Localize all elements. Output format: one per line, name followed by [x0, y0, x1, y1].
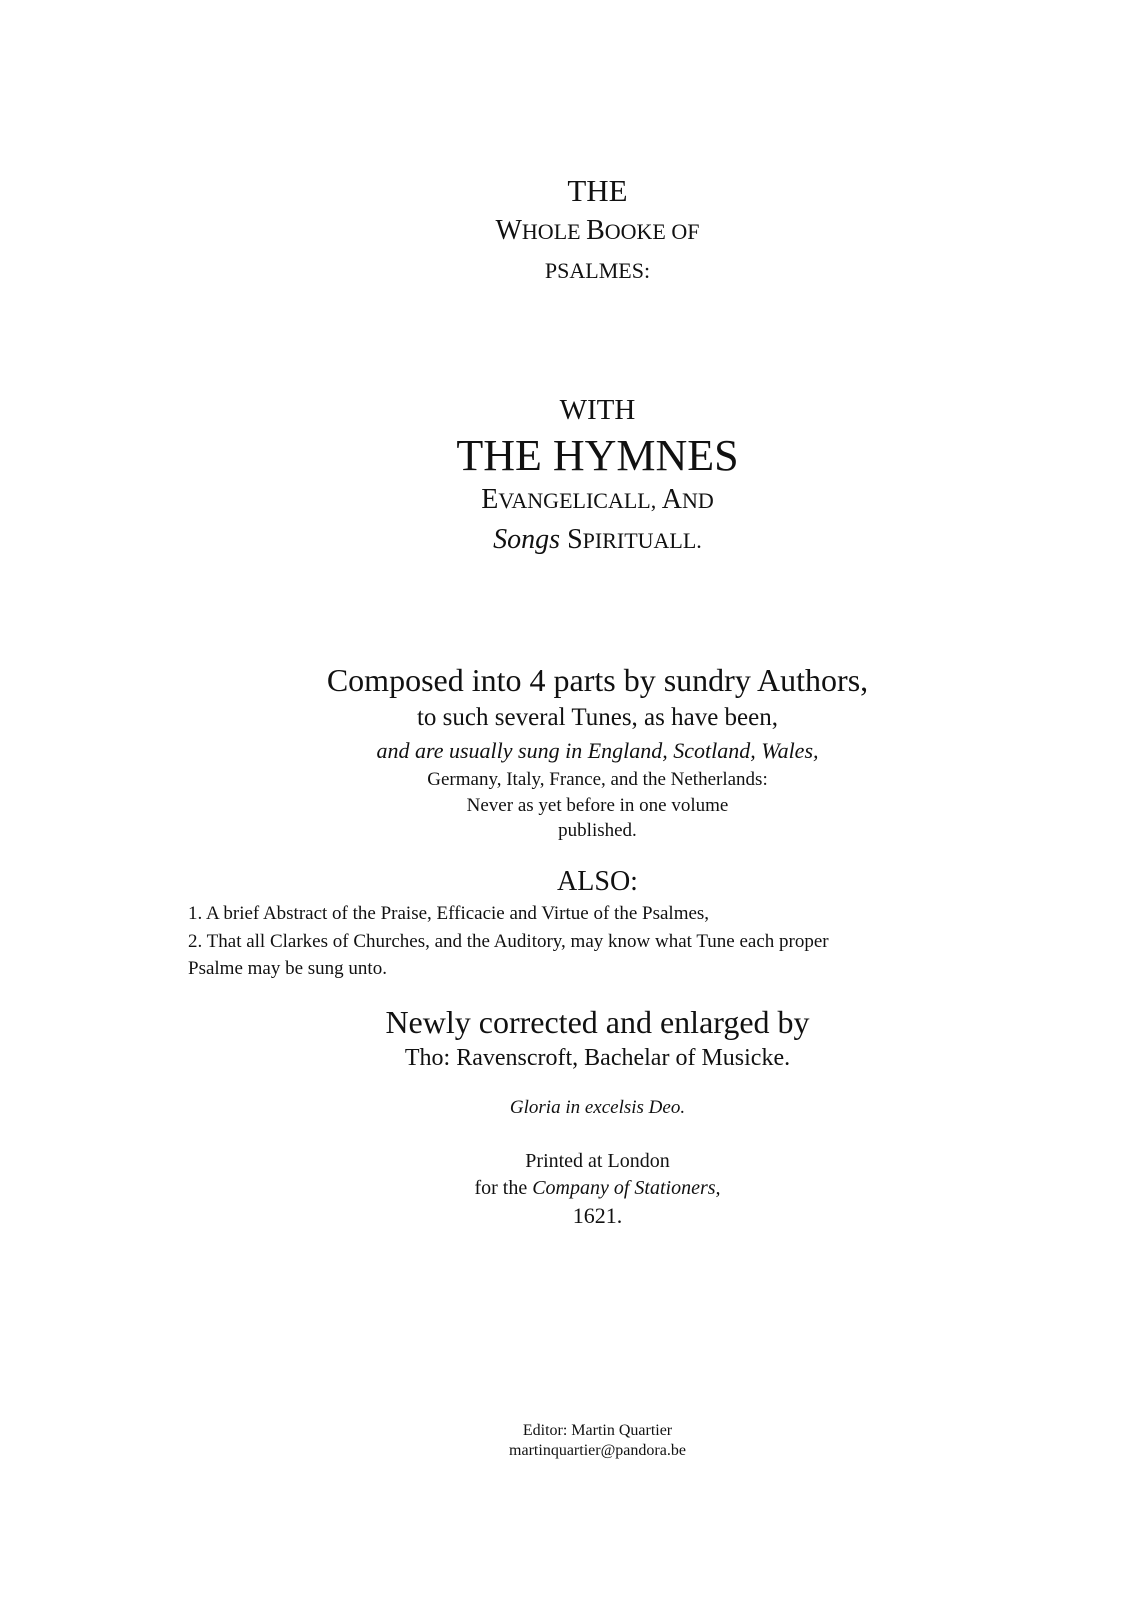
- title-whole-booke-of: [32, 217, 1131, 245]
- spirituall-rest: PIRITUALL.: [582, 528, 702, 553]
- title-hole: HOLE: [521, 219, 587, 244]
- evang-initial-a: A: [661, 484, 682, 515]
- imprint-year: 1621.: [572, 1203, 623, 1228]
- imprint-company: Company of Stationers,: [532, 1177, 721, 1199]
- composed-line-6: published.: [558, 820, 637, 841]
- evang-rest-nd: ND: [681, 488, 714, 513]
- also-heading: ALSO:: [557, 866, 638, 897]
- subtitle-evangelicall-and: [32, 486, 1131, 514]
- imprint-prefix: for the: [474, 1177, 533, 1199]
- subtitle-with: WITH: [559, 394, 636, 426]
- composed-line-2: to such several Tunes, as have been,: [416, 704, 779, 731]
- corrected-line-1: Newly corrected and enlarged by: [385, 1004, 810, 1040]
- editor-name: Editor: Martin Quartier: [522, 1422, 673, 1439]
- spirituall-initial: S: [560, 524, 583, 555]
- also-item-2-continued: Psalme may be sung unto.: [188, 958, 387, 979]
- motto: Gloria in excelsis Deo.: [509, 1097, 686, 1118]
- subtitle-songs-spirituall: [32, 526, 1131, 554]
- composed-line-3: and are usually sung in England, Scotland, Wales,: [376, 738, 819, 763]
- also-item-1: 1. A brief Abstract of the Praise, Efficacie and Virtue of the Psalmes,: [188, 903, 710, 924]
- composed-line-4: Germany, Italy, France, and the Netherlands:: [427, 769, 768, 790]
- songs-word: Songs: [493, 524, 561, 555]
- evang-rest: VANGELICALL,: [498, 488, 662, 513]
- subtitle-the-hymnes: THE HYMNES: [456, 431, 739, 480]
- title-psalmes: PSALMES:: [544, 258, 651, 283]
- title-ooke-of: OOKE OF: [604, 219, 700, 244]
- title-the: THE: [567, 173, 628, 208]
- imprint-line-2: [32, 1178, 1131, 1198]
- corrected-line-2: Tho: Ravenscroft, Bachelar of Musicke.: [404, 1045, 791, 1071]
- imprint-line-1: Printed at London: [525, 1150, 670, 1172]
- also-item-2: 2. That all Clarkes of Churches, and the Auditory, may know what Tune each proper: [188, 931, 829, 952]
- composed-line-5: Never as yet before in one volume: [466, 795, 729, 816]
- title-initial-b: B: [586, 215, 605, 246]
- evang-initial-e: E: [481, 484, 499, 515]
- composed-line-1: Composed into 4 parts by sundry Authors,: [326, 662, 869, 698]
- editor-email: martinquartier@pandora.be: [509, 1442, 686, 1459]
- title-initial-w: W: [495, 215, 522, 246]
